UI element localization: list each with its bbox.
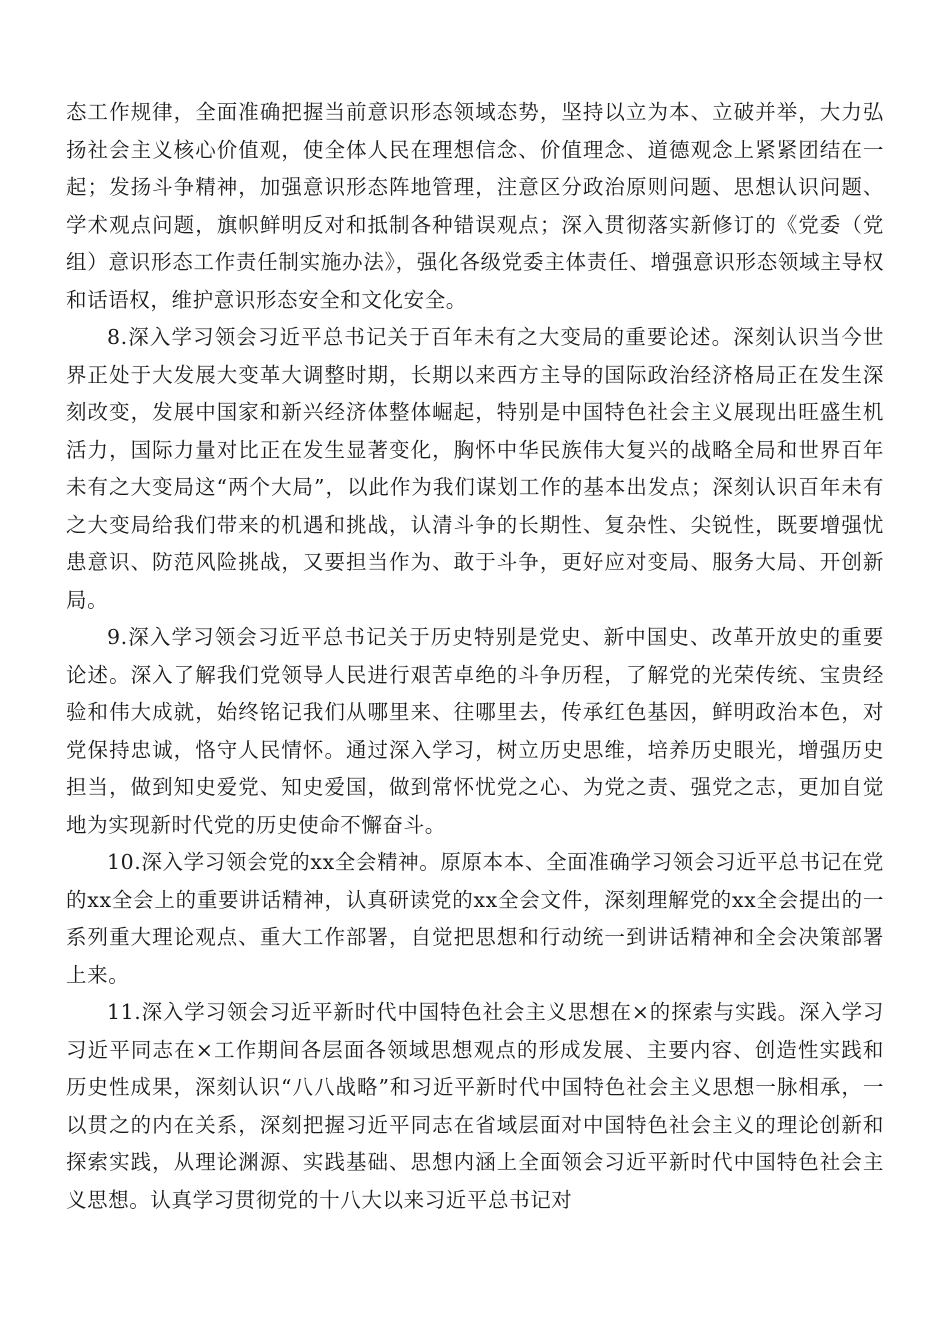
paragraph-item-8: 8.深入学习领会习近平总书记关于百年未有之大变局的重要论述。深刻认识当今世界正处于大发展大变革大调整时期，长期以来西方主导的国际政治经济格局正在发生深刻改变，发展中国家和新兴经济体整体崛起，特别是中国特色社会主义展现出旺盛生机活力，国际力量对比正在发生显著变化，胸怀中华民族伟大复兴的战略全局和世界百年未有之大变局这“两个大局”，以此作为我们谋划工作的基本出发点；深刻认识百年未有之大变局给我们带来的机遇和挑战，认清斗争的长期性、复杂性、尖锐性，既要增强忧患意识、防范风险挑战，又要担当作为、敢于斗争，更好应对变局、服务大局、开创新局。 xyxy=(66,325,884,612)
paragraph-item-9: 9.深入学习领会习近平总书记关于历史特别是党史、新中国史、改革开放史的重要论述。深入了解我们党领导人民进行艰苦卓绝的斗争历程，了解党的光荣传统、宝贵经验和伟大成就，始终铭记我们从哪里来、往哪里去，传承红色基因，鲜明政治本色，对党保持忠诚，恪守人民情怀。通过深入学习，树立历史思维，培养历史眼光，增强历史担当，做到知史爱党、知史爱国，做到常怀忧党之心、为党之责、强党之志，更加自觉地为实现新时代党的历史使命不懈奋斗。 xyxy=(66,625,884,837)
paragraph-item-10: 10.深入学习领会党的xx全会精神。原原本本、全面准确学习领会习近平总书记在党的xx全会上的重要讲话精神，认真研读党的xx全会文件，深刻理解党的xx全会提出的一系列重大理论观点、重大工作部署，自觉把思想和行动统一到讲话精神和全会决策部署上来。 xyxy=(66,850,884,987)
paragraph-ideology-continued: 态工作规律，全面准确把握当前意识形态领域态势，坚持以立为本、立破并举，大力弘扬社会主义核心价值观，使全体人民在理想信念、价值理念、道德观念上紧紧团结在一起；发扬斗争精神，加强意识形态阵地管理，注意区分政治原则问题、思想认识问题、学术观点问题，旗帜鲜明反对和抵制各种错误观点；深入贯彻落实新修订的《党委（党组）意识形态工作责任制实施办法》，强化各级党委主体责任、增强意识形态领域主导权和话语权，维护意识形态安全和文化安全。 xyxy=(66,100,884,312)
paragraph-item-11: 11.深入学习领会习近平新时代中国特色社会主义思想在×的探索与实践。深入学习习近平同志在×工作期间各层面各领域思想观点的形成发展、主要内容、创造性实践和历史性成果，深刻认识“八八战略”和习近平新时代中国特色社会主义思想一脉相承，一以贯之的内在关系，深刻把握习近平同志在省域层面对中国特色社会主义的理论创新和探索实践，从理论渊源、实践基础、思想内涵上全面领会习近平新时代中国特色社会主义思想。认真学习贯彻党的十八大以来习近平总书记对 xyxy=(66,1000,884,1212)
